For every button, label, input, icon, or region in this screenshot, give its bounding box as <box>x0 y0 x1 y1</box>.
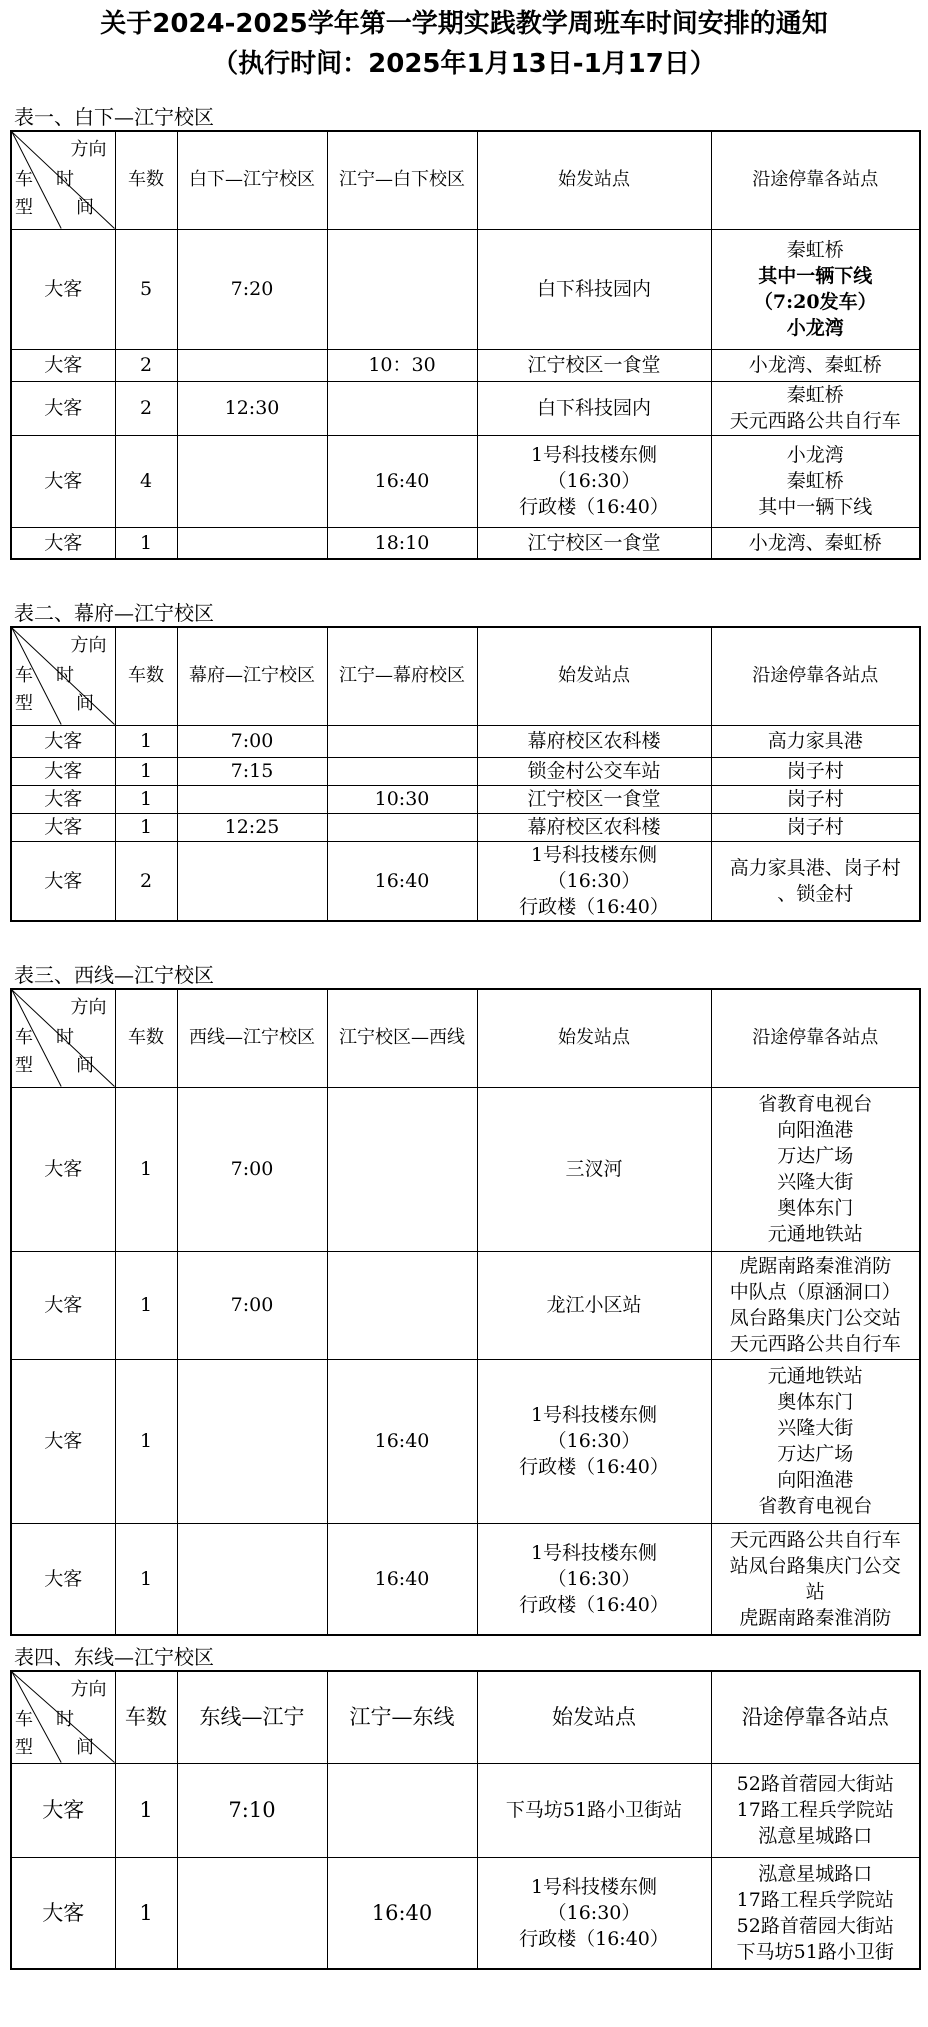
header-count: 车数 <box>115 989 177 1087</box>
bus-count: 1 <box>115 725 177 757</box>
table-row <box>11 435 920 527</box>
header-xing-label: 型 <box>15 197 33 218</box>
route-stops <box>711 725 920 757</box>
route-stop-line: 小龙湾 <box>786 317 844 339</box>
route-stops <box>711 381 920 435</box>
table-row <box>11 785 920 813</box>
route-stop-line: 凤台路集庆门公交站 <box>729 1307 901 1329</box>
route-stop-line: 虎踞南路秦淮消防 <box>739 1255 892 1277</box>
origin-station-line: 龙江小区站 <box>546 1294 642 1316</box>
origin-station-line: 1号科技楼东侧 <box>530 444 658 466</box>
bus-count: 1 <box>115 785 177 813</box>
return-time: 16:40 <box>327 1857 477 1969</box>
route-stop-line: 岗子村 <box>786 788 844 810</box>
route-stop-line: 、锁金村 <box>777 882 854 905</box>
header-return: 江宁校区—西线 <box>327 989 477 1087</box>
table-row <box>11 1251 920 1359</box>
route-stop-line: 天元西路公共自行车 <box>729 1528 901 1551</box>
page-title: 关于2024-2025学年第一学期实践教学周班车时间安排的通知 <box>100 9 828 39</box>
header-shi-label: 时 <box>56 1027 74 1048</box>
outbound-time: 7:00 <box>177 1087 327 1251</box>
header-che-label: 车 <box>15 169 33 190</box>
route-stop-line: 中队点（原涵洞口） <box>729 1281 901 1303</box>
header-row <box>11 627 920 725</box>
route-stops <box>711 527 920 559</box>
outbound-time <box>177 527 327 559</box>
origin-station-line: 行政楼（16:40） <box>519 895 669 918</box>
bus-schedule-table <box>10 626 921 922</box>
route-stop-line: 天元西路公共自行车 <box>729 1333 901 1355</box>
page-subtitle: （执行时间：2025年1月13日-1月17日） <box>212 49 716 79</box>
origin-station <box>477 527 711 559</box>
route-stop-line: 高力家具港、岗子村 <box>729 856 901 879</box>
outbound-time: 12:30 <box>177 381 327 435</box>
bus-type: 大客 <box>11 229 115 349</box>
origin-station-line: 1号科技楼东侧 <box>530 843 658 866</box>
header-outbound: 东线—江宁 <box>177 1671 327 1763</box>
header-stops: 沿途停靠各站点 <box>711 989 920 1087</box>
header-direction-label: 方向 <box>70 997 107 1018</box>
header-stops: 沿途停靠各站点 <box>711 1671 920 1763</box>
header-jian-label: 间 <box>76 197 94 218</box>
origin-station-line: 江宁校区一食堂 <box>527 788 661 810</box>
route-stop-line: 秦虹桥 <box>786 239 844 261</box>
header-row <box>11 989 920 1087</box>
origin-station-line: 1号科技楼东侧 <box>530 1541 658 1564</box>
origin-station-line: 江宁校区一食堂 <box>527 531 661 554</box>
header-origin: 始发站点 <box>477 1671 711 1763</box>
route-stop-line: 岗子村 <box>786 816 844 838</box>
outbound-time: 7:00 <box>177 1251 327 1359</box>
route-stop-line: 元通地铁站 <box>767 1365 863 1387</box>
header-origin: 始发站点 <box>477 989 711 1087</box>
origin-station-line: （16:30） <box>547 1567 641 1590</box>
origin-station <box>477 785 711 813</box>
origin-station-line: 下马坊51路小卫街站 <box>505 1799 683 1821</box>
origin-station <box>477 229 711 349</box>
header-direction-label: 方向 <box>70 635 107 656</box>
return-time: 10：30 <box>327 349 477 381</box>
bus-count: 1 <box>115 1251 177 1359</box>
route-stops <box>711 1763 920 1857</box>
bus-count: 1 <box>115 1523 177 1635</box>
header-stops: 沿途停靠各站点 <box>711 627 920 725</box>
route-stops <box>711 1251 920 1359</box>
route-stops <box>711 1359 920 1523</box>
header-jian-label: 间 <box>76 693 94 714</box>
table-row <box>11 757 920 785</box>
route-stop-line: 奥体东门 <box>777 1391 854 1413</box>
route-stop-line: 省教育电视台 <box>758 1495 873 1517</box>
route-stop-line: 元通地铁站 <box>767 1223 863 1245</box>
bus-type: 大客 <box>11 757 115 785</box>
bus-type: 大客 <box>11 813 115 841</box>
table-row <box>11 1359 920 1523</box>
origin-station-line: （16:30） <box>547 470 641 492</box>
route-stop-line: 52路首蓿园大街站 <box>736 1914 894 1937</box>
route-stop-line: 其中一辆下线 <box>758 496 873 518</box>
table-row <box>11 349 920 381</box>
origin-station-line: 白下科技园内 <box>536 278 651 300</box>
header-count: 车数 <box>115 1671 177 1763</box>
origin-station <box>477 1857 711 1969</box>
header-direction-label: 方向 <box>70 139 107 160</box>
route-stop-line: 站凤台路集庆门公交 <box>729 1554 901 1577</box>
header-return: 江宁—幕府校区 <box>327 627 477 725</box>
bus-count: 1 <box>115 527 177 559</box>
outbound-time <box>177 785 327 813</box>
table-row <box>11 527 920 559</box>
origin-station-line: （16:30） <box>547 1430 641 1452</box>
outbound-time <box>177 349 327 381</box>
header-direction-label: 方向 <box>70 1679 107 1700</box>
return-time: 18:10 <box>327 527 477 559</box>
header-shi-label: 时 <box>56 169 74 190</box>
bus-schedule-table <box>10 988 921 1636</box>
table-row <box>11 381 920 435</box>
return-time: 16:40 <box>327 1359 477 1523</box>
outbound-time: 7:15 <box>177 757 327 785</box>
route-stop-line: 万达广场 <box>777 1443 854 1465</box>
header-return: 江宁—白下校区 <box>327 131 477 229</box>
bus-count: 1 <box>115 1857 177 1969</box>
header-che-label: 车 <box>15 1027 33 1048</box>
return-time: 16:40 <box>327 1523 477 1635</box>
route-stop-line: 其中一辆下线 <box>758 265 873 287</box>
route-stop-line: 天元西路公共自行车 <box>729 410 901 432</box>
route-stop-line: 泓意星城路口 <box>758 1825 873 1847</box>
bus-type: 大客 <box>11 1087 115 1251</box>
origin-station <box>477 757 711 785</box>
route-stops <box>711 1857 920 1969</box>
header-outbound: 白下—江宁校区 <box>177 131 327 229</box>
origin-station-line: 幕府校区农科楼 <box>527 816 661 838</box>
route-stop-line: （7:20发车） <box>753 291 877 313</box>
bus-type: 大客 <box>11 1763 115 1857</box>
header-count: 车数 <box>115 131 177 229</box>
outbound-time <box>177 841 327 921</box>
outbound-time: 7:20 <box>177 229 327 349</box>
bus-count: 2 <box>115 841 177 921</box>
outbound-time <box>177 1857 327 1969</box>
table-row <box>11 229 920 349</box>
return-time <box>327 1251 477 1359</box>
table-row <box>11 1523 920 1635</box>
route-stops <box>711 785 920 813</box>
table-caption: 表一、白下—江宁校区 <box>14 105 214 129</box>
header-row <box>11 1671 920 1763</box>
route-stop-line: 省教育电视台 <box>758 1093 873 1115</box>
return-time <box>327 1087 477 1251</box>
origin-station <box>477 841 711 921</box>
header-stops: 沿途停靠各站点 <box>711 131 920 229</box>
origin-station <box>477 381 711 435</box>
origin-station-line: 白下科技园内 <box>536 397 651 419</box>
bus-type: 大客 <box>11 381 115 435</box>
header-outbound: 西线—江宁校区 <box>177 989 327 1087</box>
route-stop-line: 小龙湾、秦虹桥 <box>748 354 882 376</box>
route-stops <box>711 813 920 841</box>
bus-type: 大客 <box>11 435 115 527</box>
origin-station <box>477 1251 711 1359</box>
route-stop-line: 17路工程兵学院站 <box>736 1799 894 1821</box>
origin-station <box>477 435 711 527</box>
diagonal-header-cell <box>11 627 115 725</box>
bus-type: 大客 <box>11 785 115 813</box>
route-stop-line: 52路首蓿园大街站 <box>736 1773 894 1795</box>
bus-type: 大客 <box>11 527 115 559</box>
route-stop-line: 向阳渔港 <box>777 1469 854 1491</box>
return-time: 16:40 <box>327 435 477 527</box>
outbound-time: 7:00 <box>177 725 327 757</box>
route-stop-line: 17路工程兵学院站 <box>736 1888 894 1911</box>
bus-type: 大客 <box>11 1857 115 1969</box>
bus-type: 大客 <box>11 349 115 381</box>
return-time <box>327 229 477 349</box>
origin-station <box>477 725 711 757</box>
header-shi-label: 时 <box>56 665 74 686</box>
bus-count: 1 <box>115 757 177 785</box>
header-xing-label: 型 <box>15 1737 33 1758</box>
bus-count: 4 <box>115 435 177 527</box>
header-row <box>11 131 920 229</box>
header-shi-label: 时 <box>56 1709 74 1730</box>
bus-type: 大客 <box>11 1359 115 1523</box>
table-row <box>11 1763 920 1857</box>
route-stops <box>711 435 920 527</box>
bus-schedule-table <box>10 1670 921 1970</box>
route-stops <box>711 349 920 381</box>
origin-station-line: （16:30） <box>547 869 641 892</box>
header-count: 车数 <box>115 627 177 725</box>
route-stop-line: 向阳渔港 <box>777 1119 854 1141</box>
return-time: 10:30 <box>327 785 477 813</box>
bus-count: 1 <box>115 1087 177 1251</box>
route-stop-line: 岗子村 <box>786 760 844 782</box>
origin-station <box>477 813 711 841</box>
origin-station-line: 幕府校区农科楼 <box>527 730 661 752</box>
bus-count: 1 <box>115 1359 177 1523</box>
table-caption: 表二、幕府—江宁校区 <box>14 601 214 625</box>
return-time <box>327 1763 477 1857</box>
origin-station <box>477 1359 711 1523</box>
route-stop-line: 虎踞南路秦淮消防 <box>739 1606 892 1629</box>
bus-count: 1 <box>115 813 177 841</box>
origin-station <box>477 1087 711 1251</box>
outbound-time: 12:25 <box>177 813 327 841</box>
route-stop-line: 小龙湾、秦虹桥 <box>748 531 882 554</box>
bus-count: 1 <box>115 1763 177 1857</box>
header-outbound: 幕府—江宁校区 <box>177 627 327 725</box>
table-caption: 表三、西线—江宁校区 <box>14 963 214 987</box>
route-stop-line: 小龙湾 <box>786 444 844 466</box>
return-time <box>327 757 477 785</box>
origin-station-line: 三汊河 <box>565 1158 623 1180</box>
header-xing-label: 型 <box>15 1055 33 1076</box>
route-stop-line: 高力家具港 <box>767 730 863 752</box>
bus-count: 2 <box>115 381 177 435</box>
route-stop-line: 万达广场 <box>777 1145 854 1167</box>
route-stops <box>711 1523 920 1635</box>
route-stop-line: 兴隆大街 <box>777 1417 854 1439</box>
outbound-time: 7:10 <box>177 1763 327 1857</box>
return-time <box>327 813 477 841</box>
return-time <box>327 725 477 757</box>
header-origin: 始发站点 <box>477 131 711 229</box>
header-che-label: 车 <box>15 1709 33 1730</box>
header-origin: 始发站点 <box>477 627 711 725</box>
header-xing-label: 型 <box>15 693 33 714</box>
bus-type: 大客 <box>11 1251 115 1359</box>
bus-type: 大客 <box>11 725 115 757</box>
origin-station-line: 1号科技楼东侧 <box>530 1875 658 1898</box>
route-stop-line: 下马坊51路小卫街 <box>736 1940 894 1963</box>
route-stop-line: 奥体东门 <box>777 1197 854 1219</box>
header-return: 江宁—东线 <box>327 1671 477 1763</box>
origin-station <box>477 1523 711 1635</box>
header-che-label: 车 <box>15 665 33 686</box>
route-stops <box>711 1087 920 1251</box>
origin-station-line: 江宁校区一食堂 <box>527 354 661 376</box>
origin-station-line: 行政楼（16:40） <box>519 1456 669 1478</box>
route-stop-line: 秦虹桥 <box>786 384 844 406</box>
outbound-time <box>177 435 327 527</box>
origin-station <box>477 1763 711 1857</box>
route-stop-line: 秦虹桥 <box>786 470 844 492</box>
table-row <box>11 1857 920 1969</box>
route-stop-line: 兴隆大街 <box>777 1171 854 1193</box>
bus-count: 2 <box>115 349 177 381</box>
origin-station-line: 行政楼（16:40） <box>519 1927 669 1950</box>
bus-count: 5 <box>115 229 177 349</box>
diagonal-header-cell <box>11 1671 115 1763</box>
table-row <box>11 841 920 921</box>
origin-station-line: 1号科技楼东侧 <box>530 1404 658 1426</box>
diagonal-header-cell <box>11 989 115 1087</box>
header-jian-label: 间 <box>76 1737 94 1758</box>
return-time: 16:40 <box>327 841 477 921</box>
return-time <box>327 381 477 435</box>
route-stop-line: 站 <box>805 1580 825 1603</box>
route-stops <box>711 841 920 921</box>
table-caption: 表四、东线—江宁校区 <box>14 1645 214 1669</box>
origin-station-line: 行政楼（16:40） <box>519 496 669 518</box>
bus-type: 大客 <box>11 841 115 921</box>
table-row <box>11 813 920 841</box>
route-stop-line: 泓意星城路口 <box>758 1862 873 1885</box>
origin-station-line: 行政楼（16:40） <box>519 1593 669 1616</box>
origin-station-line: 锁金村公交车站 <box>527 760 661 782</box>
header-jian-label: 间 <box>76 1055 94 1076</box>
origin-station-line: （16:30） <box>547 1901 641 1924</box>
diagonal-header-cell <box>11 131 115 229</box>
route-stops <box>711 229 920 349</box>
bus-schedule-table <box>10 130 921 560</box>
table-row <box>11 725 920 757</box>
bus-type: 大客 <box>11 1523 115 1635</box>
route-stops <box>711 757 920 785</box>
origin-station <box>477 349 711 381</box>
outbound-time <box>177 1523 327 1635</box>
outbound-time <box>177 1359 327 1523</box>
table-row <box>11 1087 920 1251</box>
